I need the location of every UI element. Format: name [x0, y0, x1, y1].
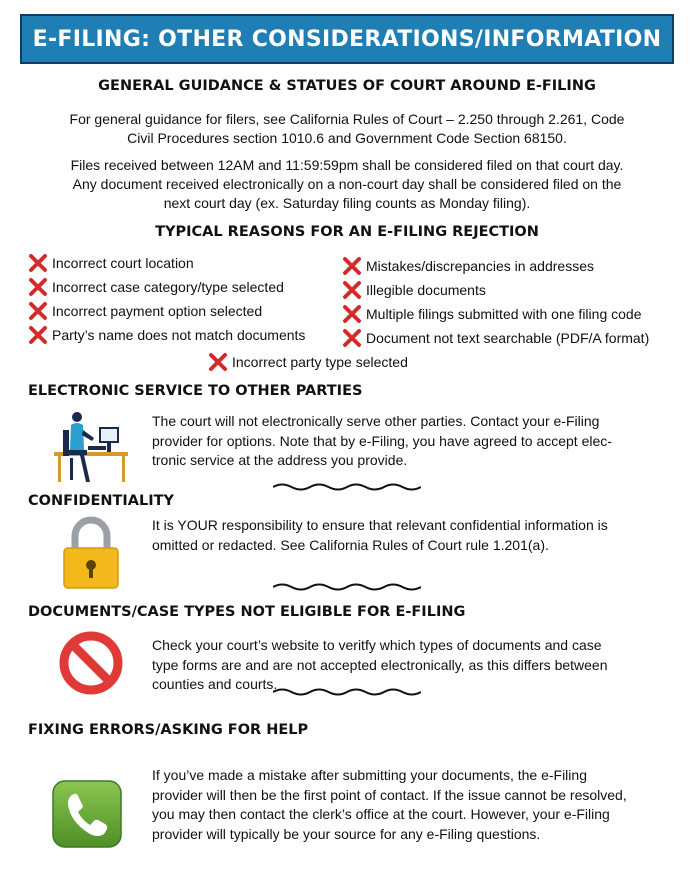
reason-label: Document not text searchable (PDF/A format): [366, 330, 650, 346]
reason-item: [28, 325, 305, 345]
reason-item: [342, 280, 486, 300]
x-mark-icon: [28, 301, 48, 321]
x-mark-icon: [28, 253, 48, 273]
wavy-divider: [273, 582, 421, 592]
help-line4: provider will typically be your source for any e-Filing questions.: [152, 825, 541, 842]
confidentiality-line2: omitted or redacted. See California Rules of Court rule 1.201(a).: [152, 536, 549, 553]
confidentiality-body: [152, 516, 672, 555]
guidance-p2-line2: Any document received electronically on a non-court day shall be considered filed on the: [72, 176, 622, 192]
help-line1: If you’ve made a mistake after submitting your documents, the e-Filing: [152, 767, 587, 783]
guidance-paragraph-2: [30, 156, 664, 213]
x-mark-icon: [342, 256, 362, 276]
reason-label: Illegible documents: [366, 282, 486, 298]
service-body: [152, 412, 672, 471]
x-mark-icon: [28, 325, 48, 345]
confidentiality-line1: It is YOUR responsibility to ensure that relevant confidential information is: [152, 517, 608, 533]
padlock-icon: [62, 516, 120, 590]
phone-icon: [52, 780, 122, 848]
x-mark-icon: [342, 304, 362, 324]
x-mark-icon: [28, 277, 48, 297]
guidance-p1-line1: For general guidance for filers, see California Rules of Court – 2.250 through 2.261, Code: [69, 111, 625, 127]
reason-item: [342, 328, 649, 348]
reason-label: Incorrect case category/type selected: [52, 279, 284, 295]
ineligible-line1: Check your court’s website to veritfy which types of documents and case: [152, 637, 602, 653]
reason-item: [342, 256, 594, 276]
service-line1: The court will not electronically serve other parties. Contact your e-Filing: [152, 413, 600, 429]
guidance-paragraph-1: [30, 110, 664, 148]
reason-label: Incorrect payment option selected: [52, 303, 263, 319]
ineligible-body: [152, 636, 672, 695]
wavy-divider: [273, 687, 421, 697]
x-mark-icon: [342, 280, 362, 300]
guidance-heading: GENERAL GUIDANCE & STATUES OF COURT AROUND E-FILING: [98, 78, 596, 94]
x-mark-icon: [208, 352, 228, 372]
x-mark-icon: [342, 328, 362, 348]
service-line3: tronic service at the address you provide.: [152, 452, 408, 468]
help-line2: provider will then be the first point of contact. If the issue cannot be resolved,: [152, 786, 627, 803]
help-body: [152, 766, 672, 844]
reason-label: Incorrect party type selected: [232, 354, 408, 370]
service-heading: ELECTRONIC SERVICE TO OTHER PARTIES: [28, 383, 363, 399]
rejection-heading: TYPICAL REASONS FOR AN E-FILING REJECTION: [155, 224, 539, 240]
ineligible-line2: type forms are and are not accepted electronically, as this differs between: [152, 656, 608, 673]
help-line3: you may then contact the clerk’s office at the court. However, your e-Filing: [152, 806, 610, 822]
reason-item: [342, 304, 641, 324]
help-heading: FIXING ERRORS/ASKING FOR HELP: [28, 722, 309, 738]
reason-item: [28, 277, 284, 297]
prohibited-sign-icon: [58, 630, 124, 696]
service-line2: provider for options. Note that by e-Filing, you have agreed to accept elec-: [152, 432, 612, 449]
page-title: E-FILING: OTHER CONSIDERATIONS/INFORMATION: [32, 26, 662, 52]
person-at-desk-icon: [50, 408, 130, 484]
guidance-p2-line3: next court day (ex. Saturday filing counts as Monday filing).: [163, 195, 531, 211]
reason-label: Mistakes/discrepancies in addresses: [366, 258, 594, 274]
reason-label: Multiple filings submitted with one filing code: [366, 306, 642, 322]
page-banner: [20, 14, 674, 64]
reason-item: [208, 352, 408, 372]
reason-label: Incorrect court location: [52, 255, 194, 271]
guidance-p1-line2: Civil Procedures section 1010.6 and Government Code Section 68150.: [127, 130, 567, 146]
wavy-divider: [273, 482, 421, 492]
confidentiality-heading: CONFIDENTIALITY: [28, 493, 175, 509]
reason-item: [28, 301, 262, 321]
reason-label: Party’s name does not match documents: [52, 327, 306, 343]
ineligible-heading: DOCUMENTS/CASE TYPES NOT ELIGIBLE FOR E-FILING: [28, 604, 466, 620]
guidance-p2-line1: Files received between 12AM and 11:59:59pm shall be considered filed on that court day.: [70, 157, 624, 173]
reason-item: [28, 253, 194, 273]
ineligible-line3: counties and courts.: [152, 676, 278, 692]
